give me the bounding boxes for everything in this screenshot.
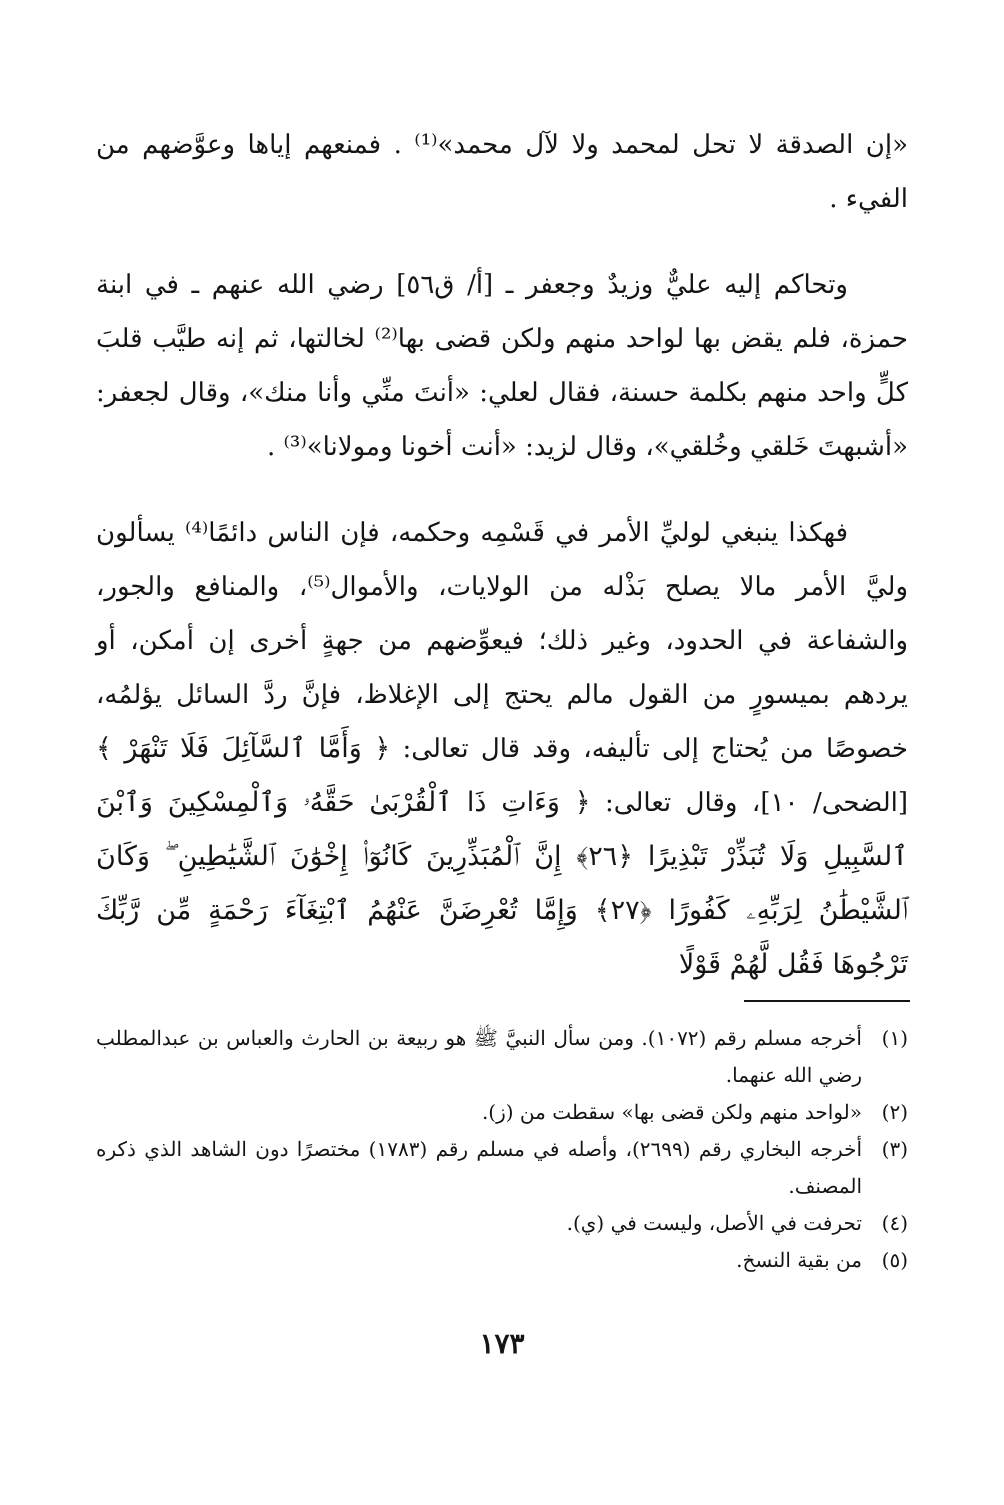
verse-reference: [الضحى/ ١٠]، وقال تعالى:	[590, 788, 908, 818]
footnote-text: أخرجه البخاري رقم (٢٦٩٩)، وأصله في مسلم رقم (١٧٨٣) مختصرًا دون الشاهد الذي ذكره المصنف.	[96, 1137, 863, 1198]
footnote-2	[96, 1094, 908, 1131]
footnote-text: من بقية النسخ.	[736, 1248, 862, 1272]
paragraph-gap	[96, 474, 908, 506]
footnote-1	[96, 1020, 908, 1094]
footnote-number: (٢)	[881, 1100, 908, 1124]
footnote-text: أخرجه مسلم رقم (١٠٧٢). ومن سأل النبيَّ ﷺ هو ربيعة بن الحارث والعباس بن عبدالمطلب رضي الله عنهما.	[96, 1026, 862, 1087]
footnote-3	[96, 1131, 908, 1205]
paragraph-2: وتحاكم إليه عليٌّ وزيدٌ وجعفر ـ [أ/ ق٥٦] رضي الله عنهم ـ في ابنة حمزة، فلم يقض بها لواحد منهم ولكن قضى بها⁽²⁾ لخالتها، ثم إنه طيَّب قلبَ كلٍّ واحد منهم بكلمة حسنة، فقال لعلي: «أنتَ منِّي وأنا منك»، وقال لجعفر: «أشبهتَ خَلقي وخُلقي»، وقال لزيد: «أنت أخونا ومولانا»⁽³⁾ .	[96, 270, 908, 462]
footnote-text: تحرفت في الأصل، وليست في (ي).	[566, 1211, 862, 1235]
footnote-number: (٤)	[881, 1211, 908, 1235]
footnote-number: (٥)	[881, 1248, 908, 1272]
footnote-number: (٣)	[881, 1137, 908, 1161]
main-text	[96, 118, 908, 992]
footnote-divider	[744, 1000, 910, 1002]
page-number: ١٧٣	[479, 1327, 525, 1360]
paragraph-3	[96, 506, 908, 992]
paragraph-gap	[96, 226, 908, 258]
quran-verse-1: ﴿ وَأَمَّا ٱلسَّآئِلَ فَلَا تَنْهَرْ ﴾	[96, 733, 391, 764]
footnote-text: «لواحد منهم ولكن قضى بها» سقطت من (ز).	[481, 1100, 862, 1124]
paragraph-1: «إن الصدقة لا تحل لمحمد ولا لآل محمد»⁽¹⁾ . فمنعهم إياها وعوَّضهم من الفيء .	[96, 130, 908, 214]
paragraph-3-text: فهكذا ينبغي لوليِّ الأمر في قَسْمِه وحكمه، فإن الناس دائمًا⁽⁴⁾ يسألون وليَّ الأمر مالا يصلح بَذْله من الولايات، والأموال⁽⁵⁾، والمنافع والجور، والشفاعة في الحدود، وغير ذلك؛ فيعوِّضهم من جهةٍ أخرى إن أمكن، أو يردهم بميسورٍ من القول مالم يحتج إلى الإغلاظ، فإنَّ ردَّ السائل يؤلمُه، خصوصًا من يُحتاج إلى تأليفه، وقد قال تعالى:	[96, 518, 908, 764]
footnotes	[96, 1020, 908, 1279]
footnote-4	[96, 1205, 908, 1242]
footnote-5	[96, 1242, 908, 1279]
quran-verse-2: ﴿ وَءَاتِ ذَا ٱلْقُرْبَىٰ حَقَّهُۥ وَٱلْمِسْكِينَ وَٱبْنَ ٱلسَّبِيلِ وَلَا تُبَذِّرْ تَبْذِيرًا ﴿٢٦﴾ إِنَّ ٱلْمُبَذِّرِينَ كَانُوٓا۟ إِخْوَٰنَ ٱلشَّيَٰطِينِ ۖ وَكَانَ ٱلشَّيْطَٰنُ لِرَبِّهِۦ كَفُورًا ﴿٢٧﴾ وَإِمَّا تُعْرِضَنَّ عَنْهُمُ ٱبْتِغَآءَ رَحْمَةٍ مِّن رَّبِّكَ تَرْجُوهَا فَقُل لَّهُمْ قَوْلًا	[96, 787, 908, 980]
footnote-number: (١)	[881, 1026, 908, 1050]
